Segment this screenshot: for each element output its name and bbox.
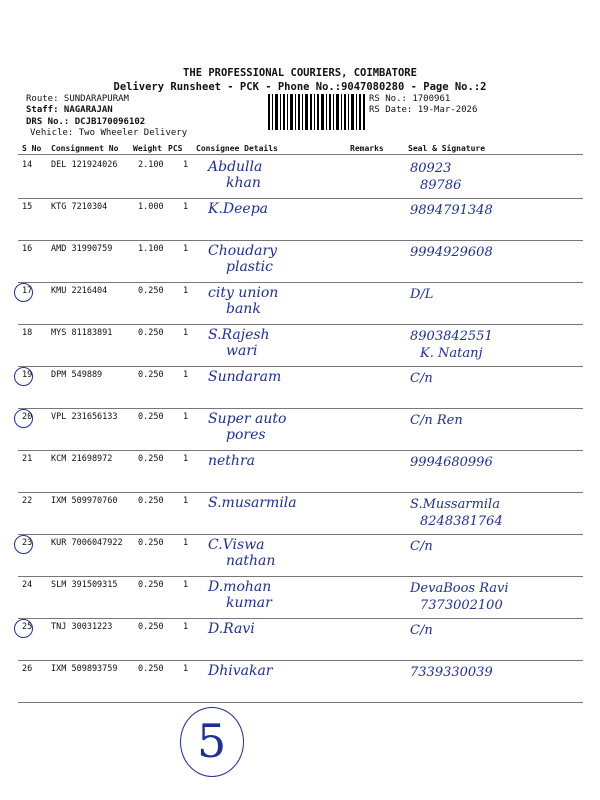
table-row <box>0 409 600 451</box>
weight-value: 0.250 <box>138 664 164 674</box>
consignment-number: KCM 21698972 <box>51 454 113 464</box>
weight-value: 1.100 <box>138 244 164 254</box>
company-title: THE PROFESSIONAL COURIERS, COIMBATORE <box>183 67 417 79</box>
pcs-value: 1 <box>183 286 189 296</box>
rs-date: RS Date: 19-Mar-2026 <box>369 105 478 115</box>
weight-value: 0.250 <box>138 454 164 464</box>
signature-handwriting: 9994680996 <box>410 455 493 470</box>
weight-value: 0.250 <box>138 496 164 506</box>
consignment-number: DEL 121924026 <box>51 160 118 170</box>
consignee-handwriting: wari <box>226 343 258 359</box>
consignee-handwriting: kumar <box>226 595 272 611</box>
col-consignment: Consignment No <box>51 144 119 153</box>
page-mark <box>180 707 244 777</box>
pcs-value: 1 <box>183 328 189 338</box>
consignee-handwriting: nethra <box>208 453 255 469</box>
signature-handwriting: C/n Ren <box>410 413 463 428</box>
weight-value: 0.250 <box>138 412 164 422</box>
signature-handwriting: C/n <box>410 539 433 554</box>
weight-value: 0.250 <box>138 580 164 590</box>
consignee-handwriting: Sundaram <box>208 369 282 385</box>
consignment-number: KUR 7006047922 <box>51 538 123 548</box>
consignment-number: KTG 7210304 <box>51 202 108 212</box>
signature-handwriting: 8903842551 <box>410 329 493 344</box>
consignee-handwriting: C.Viswa <box>208 537 265 553</box>
table-row <box>0 619 600 661</box>
consignee-handwriting: S.Rajesh <box>208 327 270 343</box>
col-consignee: Consignee Details <box>196 144 278 153</box>
consignee-handwriting: Super auto <box>208 411 287 427</box>
weight-value: 0.250 <box>138 370 164 380</box>
serial-number: 21 <box>22 454 33 464</box>
weight-value: 2.100 <box>138 160 164 170</box>
consignment-number: VPL 231656133 <box>51 412 118 422</box>
serial-number: 24 <box>22 580 33 590</box>
serial-number: 25 <box>22 622 33 632</box>
table-row <box>0 325 600 367</box>
consignee-handwriting: Dhivakar <box>208 663 273 679</box>
weight-value: 0.250 <box>138 622 164 632</box>
consignee-handwriting: city union <box>208 285 279 301</box>
consignment-number: IXM 509970760 <box>51 496 118 506</box>
signature-handwriting: C/n <box>410 371 433 386</box>
runsheet-subtitle: Delivery Runsheet - PCK - Phone No.:9047080280 - Page No.:2 <box>113 81 487 93</box>
signature-handwriting: DevaBoos Ravi <box>410 581 509 596</box>
route-label: Route: SUNDARAPURAM <box>26 94 129 104</box>
signature-handwriting: S.Mussarmila <box>410 497 500 512</box>
table-row <box>0 451 600 493</box>
consignment-number: KMU 2216404 <box>51 286 108 296</box>
pcs-value: 1 <box>183 538 189 548</box>
consignee-handwriting: pores <box>226 427 266 443</box>
signature-handwriting: 8248381764 <box>420 514 503 529</box>
consignment-number: TNJ 30031223 <box>51 622 113 632</box>
table-row <box>0 241 600 283</box>
consignment-number: DPM 549889 <box>51 370 103 380</box>
row-divider <box>18 702 583 703</box>
weight-value: 0.250 <box>138 328 164 338</box>
signature-handwriting: 9994929608 <box>410 245 493 260</box>
table-row <box>0 493 600 535</box>
pcs-value: 1 <box>183 202 189 212</box>
serial-number: 17 <box>22 286 33 296</box>
signature-handwriting: 7373002100 <box>420 598 503 613</box>
col-sno: S No <box>22 144 42 153</box>
pcs-value: 1 <box>183 412 189 422</box>
serial-number: 23 <box>22 538 33 548</box>
weight-value: 1.000 <box>138 202 164 212</box>
col-pcs: PCS <box>168 144 183 153</box>
table-row <box>0 577 600 619</box>
pcs-value: 1 <box>183 664 189 674</box>
consignee-handwriting: S.musarmila <box>208 495 297 511</box>
serial-number: 14 <box>22 160 33 170</box>
consignee-handwriting: D.Ravi <box>208 621 255 637</box>
signature-handwriting: 89786 <box>420 178 462 193</box>
consignment-number: IXM 509893759 <box>51 664 118 674</box>
consignee-handwriting: D.mohan <box>208 579 272 595</box>
pcs-value: 1 <box>183 496 189 506</box>
consignee-handwriting: bank <box>226 301 261 317</box>
rs-number: RS No.: 1700961 <box>369 94 451 104</box>
consignee-handwriting: Choudary <box>208 243 278 259</box>
table-row <box>0 283 600 325</box>
table-row <box>0 157 600 199</box>
consignee-handwriting: plastic <box>226 259 273 275</box>
vehicle-label: Vehicle: Two Wheeler Delivery <box>30 128 188 138</box>
signature-handwriting: K. Natanj <box>420 346 483 361</box>
pcs-value: 1 <box>183 370 189 380</box>
weight-value: 0.250 <box>138 286 164 296</box>
header-divider <box>18 154 583 155</box>
serial-number: 22 <box>22 496 33 506</box>
signature-handwriting: 80923 <box>410 161 452 176</box>
table-row <box>0 661 600 703</box>
pcs-value: 1 <box>183 160 189 170</box>
pcs-value: 1 <box>183 622 189 632</box>
table-row <box>0 535 600 577</box>
signature-handwriting: 9894791348 <box>410 203 493 218</box>
serial-number: 20 <box>22 412 33 422</box>
pcs-value: 1 <box>183 454 189 464</box>
page-mark-number: 5 <box>197 714 227 768</box>
pcs-value: 1 <box>183 580 189 590</box>
serial-number: 19 <box>22 370 33 380</box>
staff-label: Staff: NAGARAJAN <box>26 105 113 115</box>
consignment-number: AMD 31990759 <box>51 244 113 254</box>
col-signature: Seal & Signature <box>408 144 486 153</box>
barcode <box>268 94 365 130</box>
table-row <box>0 199 600 241</box>
serial-number: 26 <box>22 664 33 674</box>
table-row <box>0 367 600 409</box>
consignee-handwriting: nathan <box>226 553 276 569</box>
pcs-value: 1 <box>183 244 189 254</box>
consignment-number: MYS 81183891 <box>51 328 113 338</box>
serial-number: 16 <box>22 244 33 254</box>
serial-number: 15 <box>22 202 33 212</box>
signature-handwriting: D/L <box>410 287 434 302</box>
col-weight: Weight <box>133 144 162 153</box>
consignment-number: SLM 391509315 <box>51 580 118 590</box>
consignee-handwriting: K.Deepa <box>208 201 269 217</box>
weight-value: 0.250 <box>138 538 164 548</box>
consignee-handwriting: khan <box>226 175 261 191</box>
consignee-handwriting: Abdulla <box>208 159 263 175</box>
serial-number: 18 <box>22 328 33 338</box>
signature-handwriting: 7339330039 <box>410 665 493 680</box>
drs-label: DRS No.: DCJB170096102 <box>26 117 146 127</box>
col-remarks: Remarks <box>350 144 384 153</box>
barcode-graphic <box>268 94 365 130</box>
signature-handwriting: C/n <box>410 623 433 638</box>
